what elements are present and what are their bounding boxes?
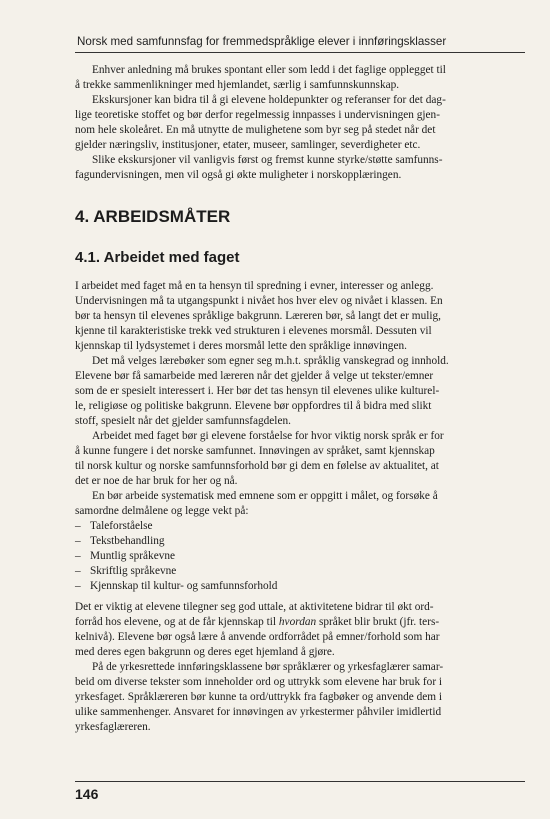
list-item [75, 549, 525, 564]
text-line: lige teoretiske stoffet og bør derfor regelmessig innpasses i undervisningen gjen- [75, 109, 440, 121]
text-line: fagundervisningen, men vil også gi økte muligheter i norskopplæringen. [75, 169, 402, 181]
text-line: til norsk kultur og norske samfunnsforhold bør gi dem en følelse av aktualitet, at [75, 460, 439, 472]
chapter-heading: 4. ARBEIDSMÅTER [75, 207, 231, 226]
text-line [75, 615, 525, 630]
text-line: Enhver anledning må brukes spontant eller som ledd i det faglige opplegget til [92, 64, 446, 76]
emphasis-text: hvordan [278, 616, 317, 628]
text-line: yrkesfaglæreren. [75, 721, 151, 733]
list-item [75, 579, 525, 594]
section-heading: 4.1. Arbeidet med faget [75, 249, 240, 266]
list-item-label: Muntlig språkevne [90, 550, 176, 562]
text-line: Arbeidet med faget bør gi elevene forståelse for hvor viktig norsk språk er for [92, 430, 444, 442]
text-line: yrkesfaget. Språklæreren bør kunne ta ord/uttrykk fra fagbøker og anvende dem i [75, 691, 443, 703]
intro-text [75, 63, 525, 183]
text-line: På de yrkesrettede innføringsklassene bør språklærer og yrkesfaglærer samar- [92, 661, 444, 673]
text-line: ulike sammenhenger. Ansvaret for innøvingen av yrkestermer påhviler imidlertid [75, 706, 442, 718]
text-line: stoff, spesielt når det gjelder samfunnsfagdelen. [75, 415, 291, 427]
text-line: I arbeidet med faget må en ta hensyn til spredning i evner, interesser og anlegg. [75, 280, 434, 292]
dash-bullet: – [75, 550, 81, 562]
text-line: som de er spesielt interessert i. Her bør det tas hensyn til elevenes ulike kulturel- [75, 385, 440, 397]
page-number: 146 [75, 786, 99, 802]
text-line: det er noe de har bruk for her og nå. [75, 475, 238, 487]
text-line: kjennskap til lydsystemet i deres morsmål lette den språklige innøvingen. [75, 340, 407, 352]
text-run: forråd hos elevene, og at de får kjennskap til [75, 616, 279, 628]
text-line: Det må velges lærebøker som egner seg m.h.t. språklig vanskegrad og innhold. [92, 355, 449, 367]
text-line: nom hele skoleåret. En må utnytte de mulighetene som byr seg på stedet når det [75, 124, 436, 136]
text-line: bør ta hensyn til elevenes språklige bakgrunn. Læreren bør, så langt det er mulig, [75, 310, 441, 322]
text-line: Slike ekskursjoner vil vanligvis først og fremst kunne styrke/støtte samfunns- [92, 154, 443, 166]
list-item [75, 564, 525, 579]
text-line: samordne delmålene og legge vekt på: [75, 505, 249, 517]
list-item [75, 534, 525, 549]
text-line: å kunne fungere i det norske samfunnet. Innøvingen av språket, samt kjennskap [75, 445, 435, 457]
text-line: med deres egen bakgrunn og deres eget hjemland å gjøre. [75, 646, 335, 658]
running-head: Norsk med samfunnsfag for fremmedspråklige elever i innføringsklasser [77, 35, 447, 48]
list-item [75, 519, 525, 534]
list-item-label: Taleforståelse [90, 520, 153, 532]
dash-bullet: – [75, 565, 81, 577]
list-item-label: Tekstbehandling [90, 535, 165, 547]
header-rule [75, 52, 525, 53]
text-line: gjelder næringsliv, institusjoner, etater, museer, samlinger, severdigheter etc. [75, 139, 421, 151]
text-line: beid om diverse tekster som inneholder ord og uttrykk som elevene har bruk for i [75, 676, 443, 688]
text-line: å trekke sammenlikninger med hjemlandet, særlig i samfunnskunnskap. [75, 79, 400, 91]
dash-bullet: – [75, 520, 81, 532]
text-run: språket blir brukt (jfr. ters- [316, 616, 440, 628]
text-line: Undervisningen må ta utgangspunkt i nivået hos hver elev og nivået i klassen. En [75, 295, 443, 307]
text-line: En bør arbeide systematisk med emnene som er oppgitt i målet, og forsøke å [92, 490, 438, 502]
dash-bullet: – [75, 580, 81, 592]
text-line: kelnivå). Elevene bør også lære å anvende ordforrådet på emner/forhold som har [75, 631, 440, 643]
text-line: Det er viktig at elevene tilegner seg god uttale, at aktivitetene bidrar til økt ord- [75, 601, 434, 613]
dash-bullet: – [75, 535, 81, 547]
list-item-label: Skriftlig språkevne [90, 565, 177, 577]
footer-rule [75, 781, 525, 782]
main-text [75, 279, 525, 735]
text-line: kjenne til karakteristiske trekk ved strukturen i elevenes morsmål. Dessuten vil [75, 325, 432, 337]
text-line: Elevene bør få samarbeide med læreren når det gjelder å velge ut tekster/emner [75, 370, 434, 382]
text-line: le, religiøse og politiske bakgrunn. Elevene bør oppfordres til å bidra med slikt [75, 400, 432, 412]
text-line: Ekskursjoner kan bidra til å gi elevene holdepunkter og referanser for det dag- [92, 94, 446, 106]
list-item-label: Kjennskap til kultur- og samfunnsforhold [90, 580, 278, 592]
